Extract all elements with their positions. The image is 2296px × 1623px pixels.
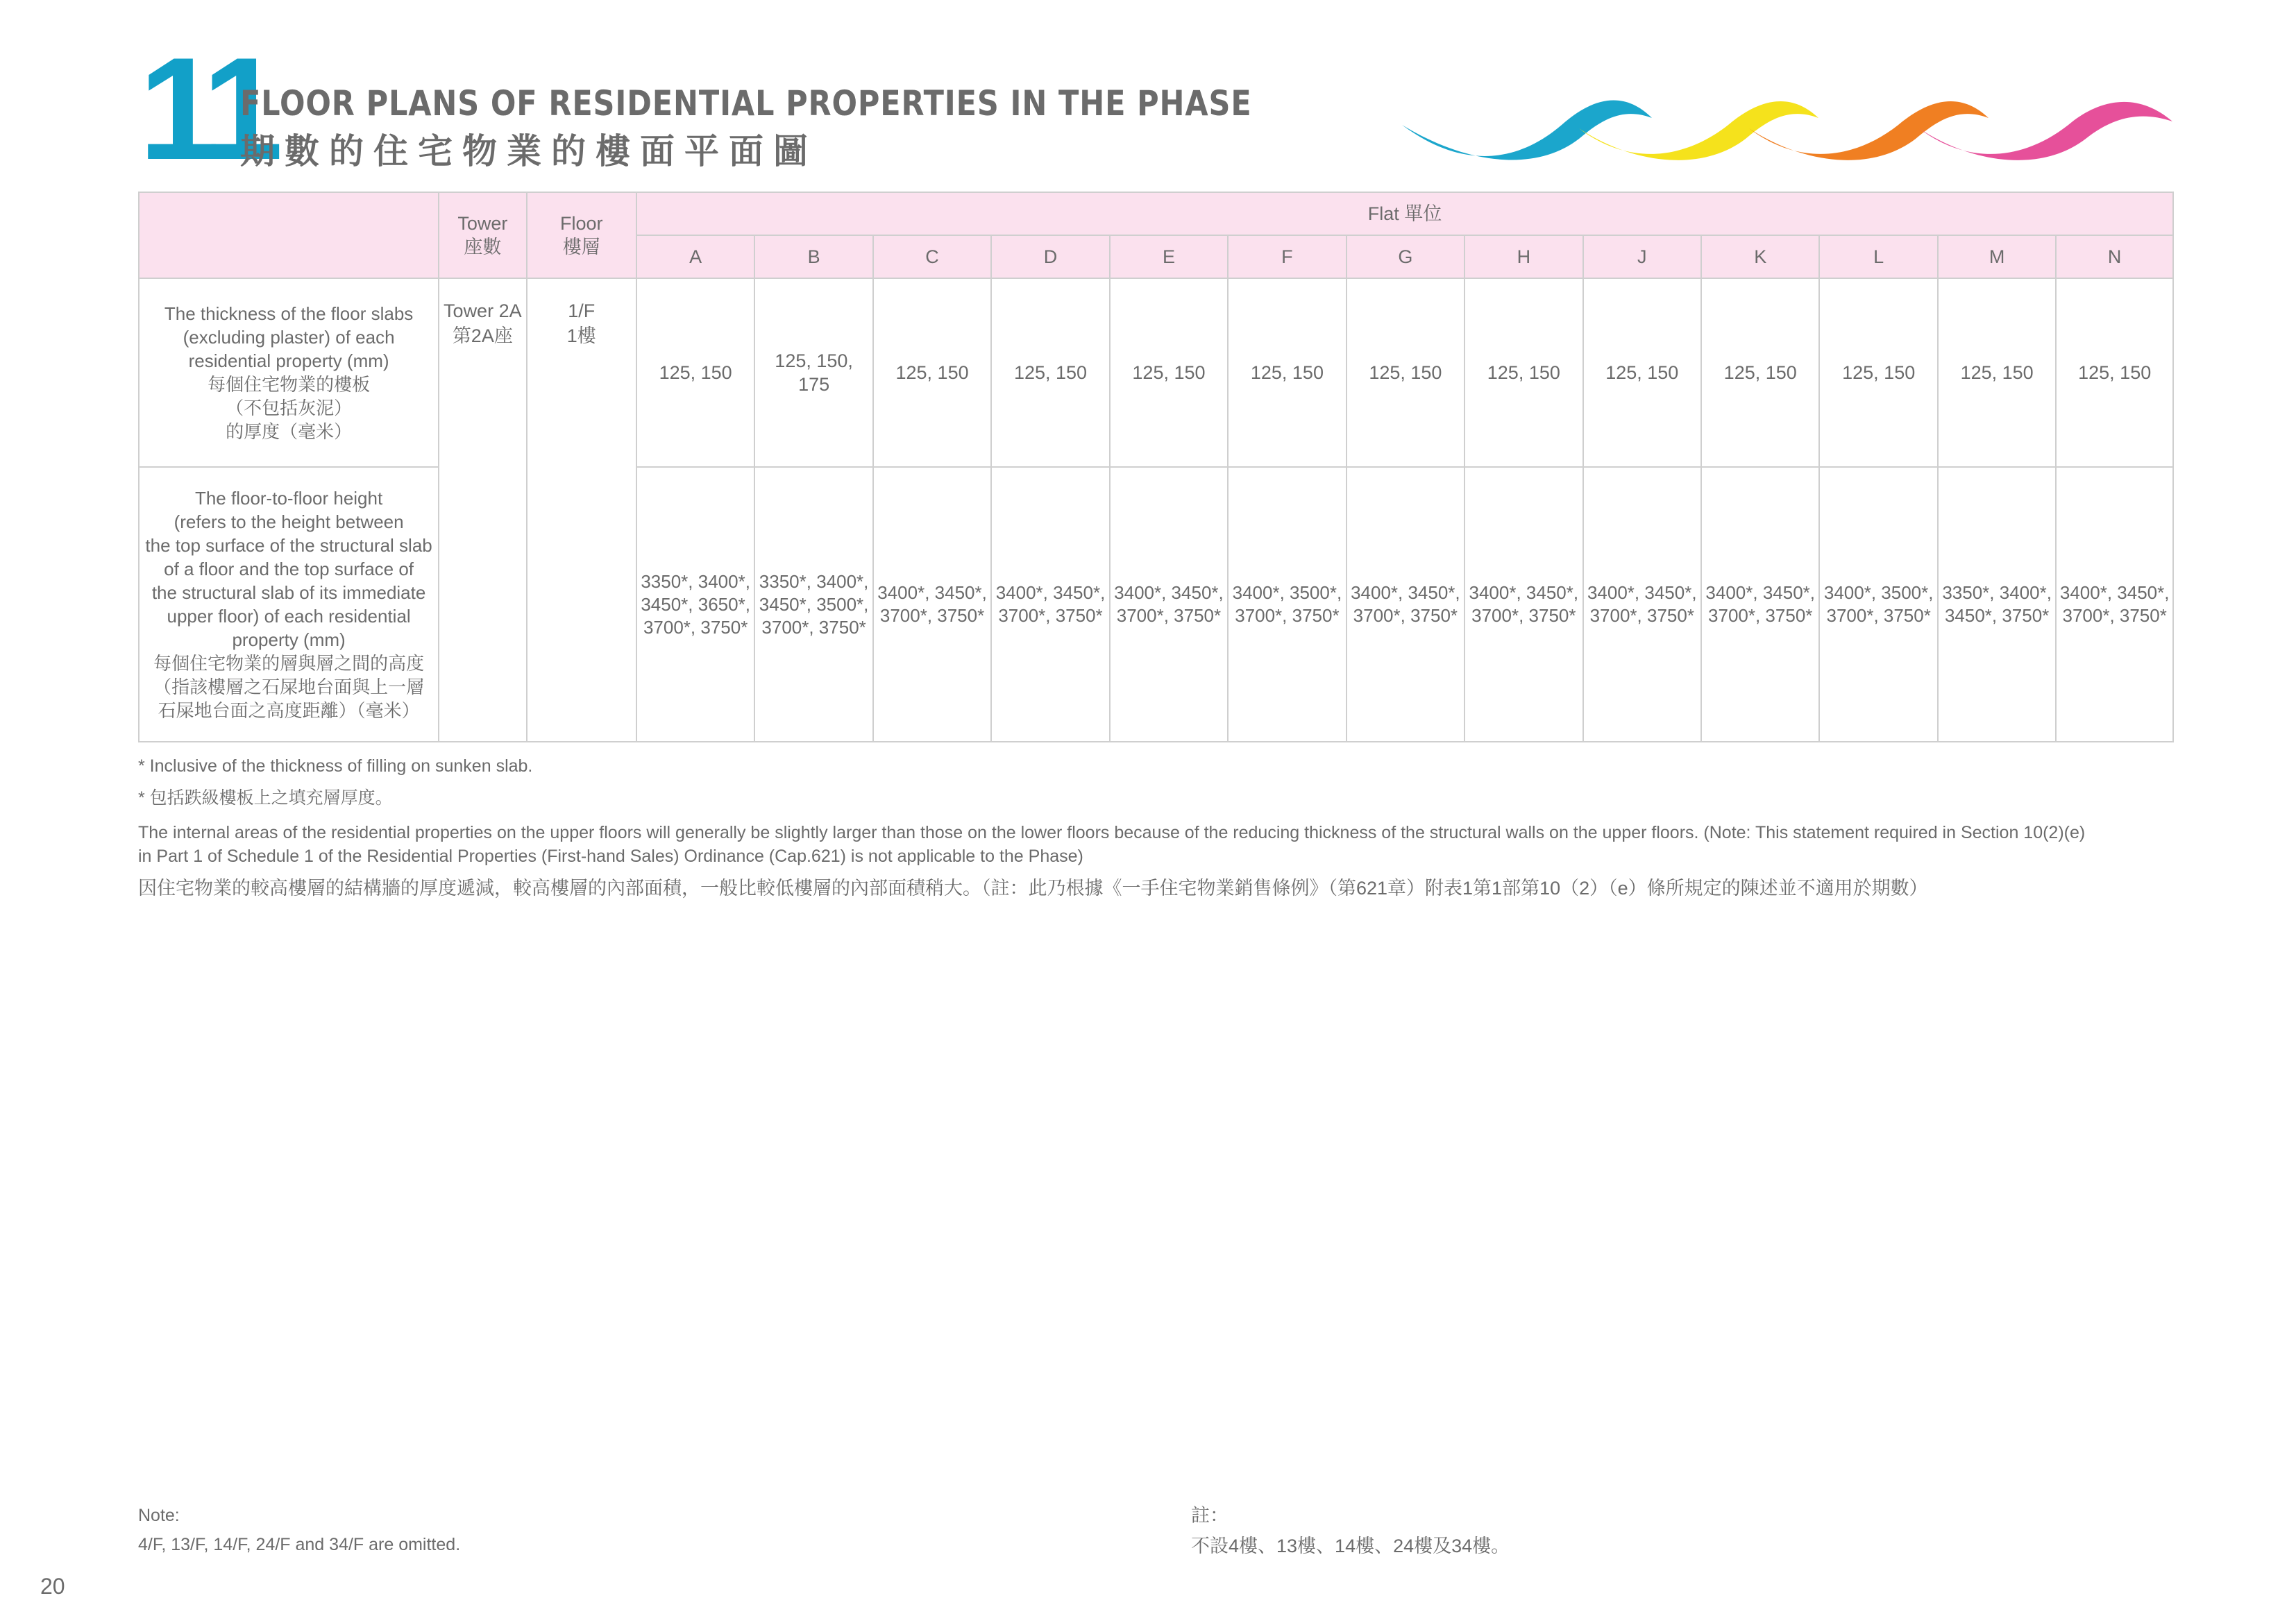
floor-height-value-line: 3350*, 3400*, <box>1942 582 2052 603</box>
floor-height-value-line: 3400*, 3450*, <box>877 582 987 603</box>
floor-height-flat-b <box>754 467 872 742</box>
slab-thickness-value-line: 125, 150 <box>1723 362 1797 383</box>
floor-height-flat-m <box>1938 467 2056 742</box>
footnote-asterisk-en: * Inclusive of the thickness of filling on sunken slab. <box>138 756 533 776</box>
floor-height-flat-f <box>1228 467 1346 742</box>
floor-height-value-line: 3700*, 3750* <box>1471 605 1576 626</box>
floor-height-value-line: 3700*, 3750* <box>1353 605 1458 626</box>
footnote-asterisk-zh: * 包括跌級樓板上之填充層厚度。 <box>138 788 393 808</box>
floor-height-value-line: 3700*, 3750* <box>879 605 985 626</box>
header-flat: Flat 單位 <box>636 192 2173 235</box>
height-label-line: upper floor) of each residential <box>167 606 411 627</box>
header-floor <box>527 192 636 278</box>
bottom-note-en-text: 4/F, 13/F, 14/F, 24/F and 34/F are omitted. <box>138 1535 461 1554</box>
slab-thickness-value-line: 125, 150 <box>1487 362 1560 383</box>
tower-value-en: Tower 2A <box>444 300 522 321</box>
slab-thickness-value-line: 125, 150 <box>1013 362 1088 383</box>
slab-thickness-flat-j <box>1583 278 1701 467</box>
table-row-slab-thickness <box>139 278 2173 467</box>
header-tower-en: Tower <box>457 213 508 234</box>
height-label-line: the top surface of the structural slab <box>145 535 432 556</box>
floor-height-value-line: 3700*, 3750* <box>998 605 1103 626</box>
flat-header-e: E <box>1110 235 1228 278</box>
footnote-internal-zh: 因住宅物業的較高樓層的結構牆的厚度遞減，較高樓層的內部面積，一般比較低樓層的內部面積稍大。（註：此乃根據《一手住宅物業銷售條例》（第621章）附表1第1部第10（2）（e）條所規定的陳述並不適用於期數） <box>138 878 1928 899</box>
slab-thickness-flat-d <box>991 278 1109 467</box>
flat-header-d: D <box>991 235 1109 278</box>
slab-thickness-flat-a <box>636 278 754 467</box>
height-label-line: The floor-to-floor height <box>194 488 383 509</box>
slab-thickness-flat-h <box>1464 278 1582 467</box>
floor-height-value-line: 3700*, 3750* <box>1235 605 1340 626</box>
row-label-floor-height <box>139 467 439 742</box>
page-number: 20 <box>40 1574 65 1599</box>
header-tower <box>439 192 526 278</box>
wave-segment-blue <box>1402 101 1652 160</box>
flat-header-m: M <box>1938 235 2056 278</box>
floor-height-flat-a <box>636 467 754 742</box>
slab-thickness-value-line: 125, 150 <box>1369 362 1442 383</box>
floor-height-flat-e <box>1110 467 1228 742</box>
flat-header-f: F <box>1228 235 1346 278</box>
floor-height-value-line: 3350*, 3400*, <box>759 570 869 592</box>
flat-header-n: N <box>2056 235 2173 278</box>
slab-label-line: 的厚度（毫米） <box>226 421 353 442</box>
floor-height-value-line: 3400*, 3450*, <box>1587 582 1697 603</box>
header-blank-cell <box>139 192 439 278</box>
slab-thickness-flat-m <box>1938 278 2056 467</box>
floor-height-value-line: 3350*, 3400*, <box>641 570 750 592</box>
floor-height-value-line: 3700*, 3750* <box>1826 605 1931 626</box>
floor-height-flat-d <box>991 467 1109 742</box>
floor-value-en: 1/F <box>568 300 596 321</box>
slab-thickness-value-line: 125, 150 <box>1132 362 1206 383</box>
slab-label-line: The thickness of the floor slabs <box>164 303 414 324</box>
floor-height-flat-k <box>1701 467 1819 742</box>
header-floor-en: Floor <box>559 213 603 234</box>
decorative-wave-ribbon <box>1395 76 2179 167</box>
slab-thickness-flat-k <box>1701 278 1819 467</box>
flat-header-j: J <box>1583 235 1701 278</box>
slab-thickness-flat-e <box>1110 278 1228 467</box>
flat-header-h: H <box>1464 235 1582 278</box>
tower-cell <box>439 278 526 742</box>
height-label-line: 每個住宅物業的層與層之間的高度 <box>153 653 425 674</box>
floor-height-value-line: 3400*, 3450*, <box>1351 582 1460 603</box>
height-label-line: （指該樓層之石屎地台面與上一層 <box>153 677 425 697</box>
floor-height-value-line: 3700*, 3750* <box>1708 605 1813 626</box>
floor-height-flat-c <box>873 467 991 742</box>
floor-height-flat-h <box>1464 467 1582 742</box>
flat-header-k: K <box>1701 235 1819 278</box>
floor-height-flat-l <box>1819 467 1937 742</box>
floor-height-value-line: 3700*, 3750* <box>761 616 866 638</box>
floor-cell <box>527 278 636 742</box>
floor-height-flat-j <box>1583 467 1701 742</box>
slab-thickness-flat-f <box>1228 278 1346 467</box>
slab-label-line: （不包括灰泥） <box>226 398 353 418</box>
floor-height-value-line: 3700*, 3750* <box>1589 605 1694 626</box>
floor-height-value-line: 3400*, 3500*, <box>1823 582 1934 603</box>
slab-thickness-flat-b <box>754 278 872 467</box>
height-label-line: (refers to the height between <box>174 511 404 532</box>
floor-height-value-line: 3400*, 3450*, <box>1705 582 1816 603</box>
height-label-line: property (mm) <box>232 629 346 650</box>
floor-height-value-line: 3700*, 3750* <box>643 616 748 638</box>
slab-thickness-value-line: 175 <box>798 374 830 395</box>
height-label-line: of a floor and the top surface of <box>164 559 414 579</box>
flat-header-l: L <box>1819 235 1937 278</box>
floor-height-value-line: 3700*, 3750* <box>2062 605 2167 626</box>
page-title-en: FLOOR PLANS OF RESIDENTIAL PROPERTIES IN THE PHASE <box>240 83 1252 124</box>
floor-height-value-line: 3450*, 3650*, <box>641 593 750 615</box>
slab-thickness-value-line: 125, 150 <box>895 362 969 383</box>
floor-height-flat-n <box>2056 467 2173 742</box>
slab-thickness-value-line: 125, 150 <box>1960 362 2034 383</box>
bottom-note-en-label: Note: <box>138 1506 180 1525</box>
section-number: 11 <box>139 27 273 190</box>
flat-header-a: A <box>636 235 754 278</box>
floor-height-value-line: 3700*, 3750* <box>1116 605 1222 626</box>
slab-thickness-flat-c <box>873 278 991 467</box>
floor-height-value-line: 3400*, 3450*, <box>1469 582 1579 603</box>
bottom-note-zh-label: 註： <box>1191 1505 1229 1526</box>
footnote-internal-en-1: The internal areas of the residential properties on the upper floors will generally be slightly larger than those on the lower floors because of the reducing thickness of the structural walls on the upper floors. (Note: This statement required in Section 10(2)(e) <box>138 823 2086 842</box>
tower-value-zh: 第2A座 <box>452 325 513 346</box>
height-label-line: the structural slab of its immediate <box>151 582 426 603</box>
flat-header-g: G <box>1347 235 1464 278</box>
flat-header-b: B <box>754 235 872 278</box>
floor-height-value-line: 3450*, 3750* <box>1944 605 2050 626</box>
slab-thickness-flat-g <box>1347 278 1464 467</box>
footnote-internal-en-2: in Part 1 of Schedule 1 of the Residential Properties (First-hand Sales) Ordinance (Cap.621) is not applicable to the Phase) <box>138 847 1083 866</box>
header-tower-zh: 座數 <box>464 237 502 257</box>
floor-height-value-line: 3400*, 3450*, <box>995 582 1106 603</box>
height-label-line: 石屎地台面之高度距離）（毫米） <box>158 700 420 721</box>
slab-thickness-value-line: 125, 150 <box>1842 362 1916 383</box>
slab-thickness-value-line: 125, 150 <box>1250 362 1324 383</box>
floor-height-value-line: 3400*, 3450*, <box>1114 582 1224 603</box>
slab-thickness-flat-l <box>1819 278 1937 467</box>
floor-value-zh: 1樓 <box>566 325 596 346</box>
floor-specification-table <box>138 192 2174 742</box>
slab-label-line: 每個住宅物業的樓板 <box>208 374 371 395</box>
slab-thickness-value-line: 125, 150, <box>775 350 853 371</box>
row-label-slab-thickness <box>139 278 439 467</box>
slab-thickness-flat-n <box>2056 278 2173 467</box>
floor-height-value-line: 3400*, 3450*, <box>2059 582 2170 603</box>
floor-height-value-line: 3400*, 3500*, <box>1232 582 1342 603</box>
bottom-note-zh-text: 不設4樓、13樓、14樓、24樓及34樓。 <box>1191 1536 1510 1556</box>
slab-thickness-value-line: 125, 150 <box>1605 362 1679 383</box>
slab-thickness-value-line: 125, 150 <box>659 362 732 383</box>
flat-header-c: C <box>873 235 991 278</box>
page-title-zh: 期數的住宅物業的樓面平面圖 <box>240 132 818 171</box>
slab-thickness-value-line: 125, 150 <box>2078 362 2152 383</box>
slab-label-line: (excluding plaster) of each <box>183 327 395 348</box>
header-floor-zh: 樓層 <box>562 237 600 257</box>
floor-height-value-line: 3450*, 3500*, <box>759 593 869 615</box>
floor-height-flat-g <box>1347 467 1464 742</box>
slab-label-line: residential property (mm) <box>188 350 389 371</box>
